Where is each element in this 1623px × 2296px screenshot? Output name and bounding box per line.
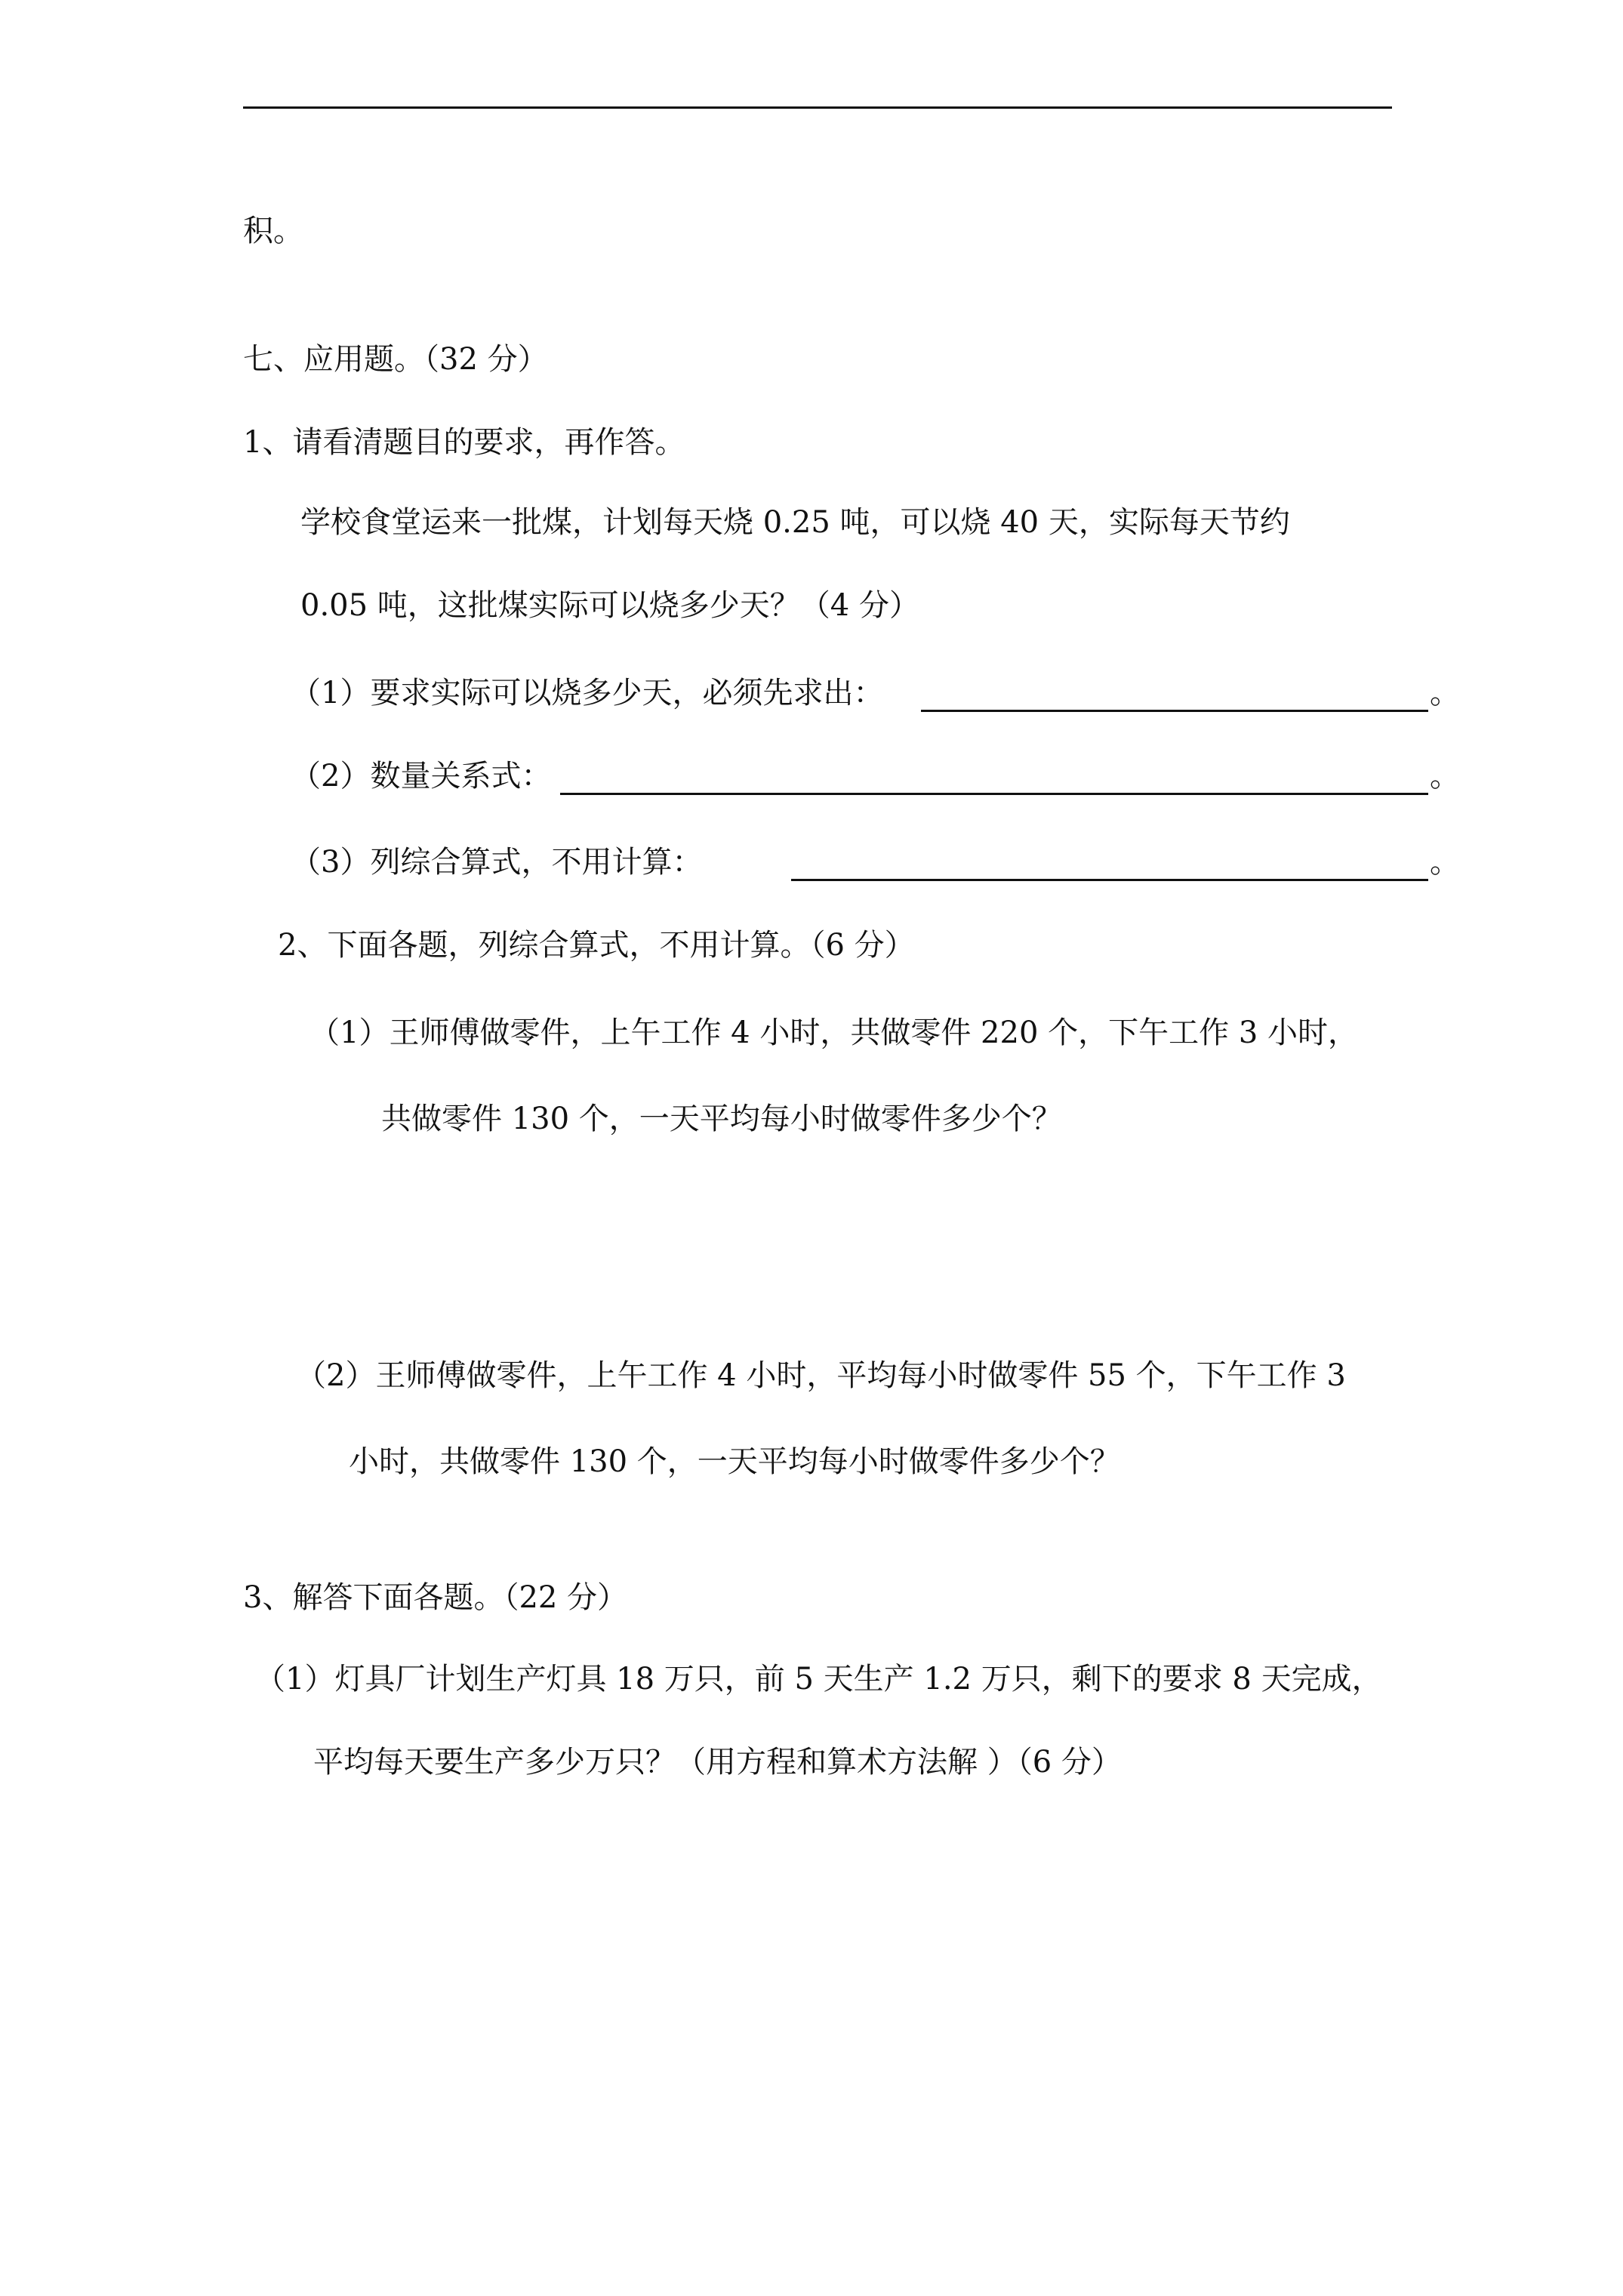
sub-3-label: （3）列综合算式，不用计算： (291, 845, 703, 880)
question-2-problem-1-line-2: 共做零件 130 个，一天平均每小时做零件多少个？ (381, 1102, 1062, 1136)
question-2-problem-1-line-1: （1）王师傅做零件，上午工作 4 小时，共做零件 220 个，下午工作 3 小时， (310, 1015, 1358, 1050)
question-2-problem-2-line-2: 小时，共做零件 130 个，一天平均每小时做零件多少个？ (349, 1444, 1120, 1479)
question-3-title: 3、解答下面各题。（22 分） (243, 1580, 628, 1615)
question-1-problem-line-1: 学校食堂运来一批煤，计划每天烧 0.25 吨，可以烧 40 天，实际每天节约 (300, 505, 1290, 540)
blank-end-3: 。 (1430, 845, 1460, 880)
sub-1-label: （1）要求实际可以烧多少天，必须先求出： (291, 676, 884, 710)
question-1-title: 1、请看清题目的要求，再作答。 (243, 425, 685, 460)
question-3-problem-1-line-2: 平均每天要生产多少万只？（用方程和算术方法解 ）（6 分） (313, 1745, 1122, 1780)
question-1-problem-line-2: 0.05 吨，这批煤实际可以烧多少天？（4 分） (300, 588, 919, 623)
blank-end-2: 。 (1430, 759, 1460, 794)
answer-blank-1[interactable] (921, 683, 1428, 712)
question-1-sub-3 (291, 844, 702, 880)
question-2-title: 2、下面各题，列综合算式，不用计算。（6 分） (278, 928, 915, 963)
question-1-sub-1 (291, 675, 883, 711)
question-2-problem-2-line-1: （2）王师傅做零件，上午工作 4 小时，平均每小时做零件 55 个，下午工作 3 (296, 1358, 1346, 1393)
section-heading: 七、应用题。（32 分） (243, 342, 548, 377)
continuation-text: 积。 (243, 214, 303, 248)
answer-blank-2[interactable] (560, 766, 1428, 795)
sub-2-label: （2）数量关系式： (291, 759, 552, 794)
blank-end-1: 。 (1430, 676, 1460, 710)
question-1-sub-2 (291, 758, 551, 794)
question-3-problem-1-line-1: （1）灯具厂计划生产灯具 18 万只，前 5 天生产 1.2 万只，剩下的要求 8 天完成， (255, 1662, 1382, 1697)
header-rule (243, 106, 1392, 109)
answer-blank-3[interactable] (791, 852, 1428, 881)
